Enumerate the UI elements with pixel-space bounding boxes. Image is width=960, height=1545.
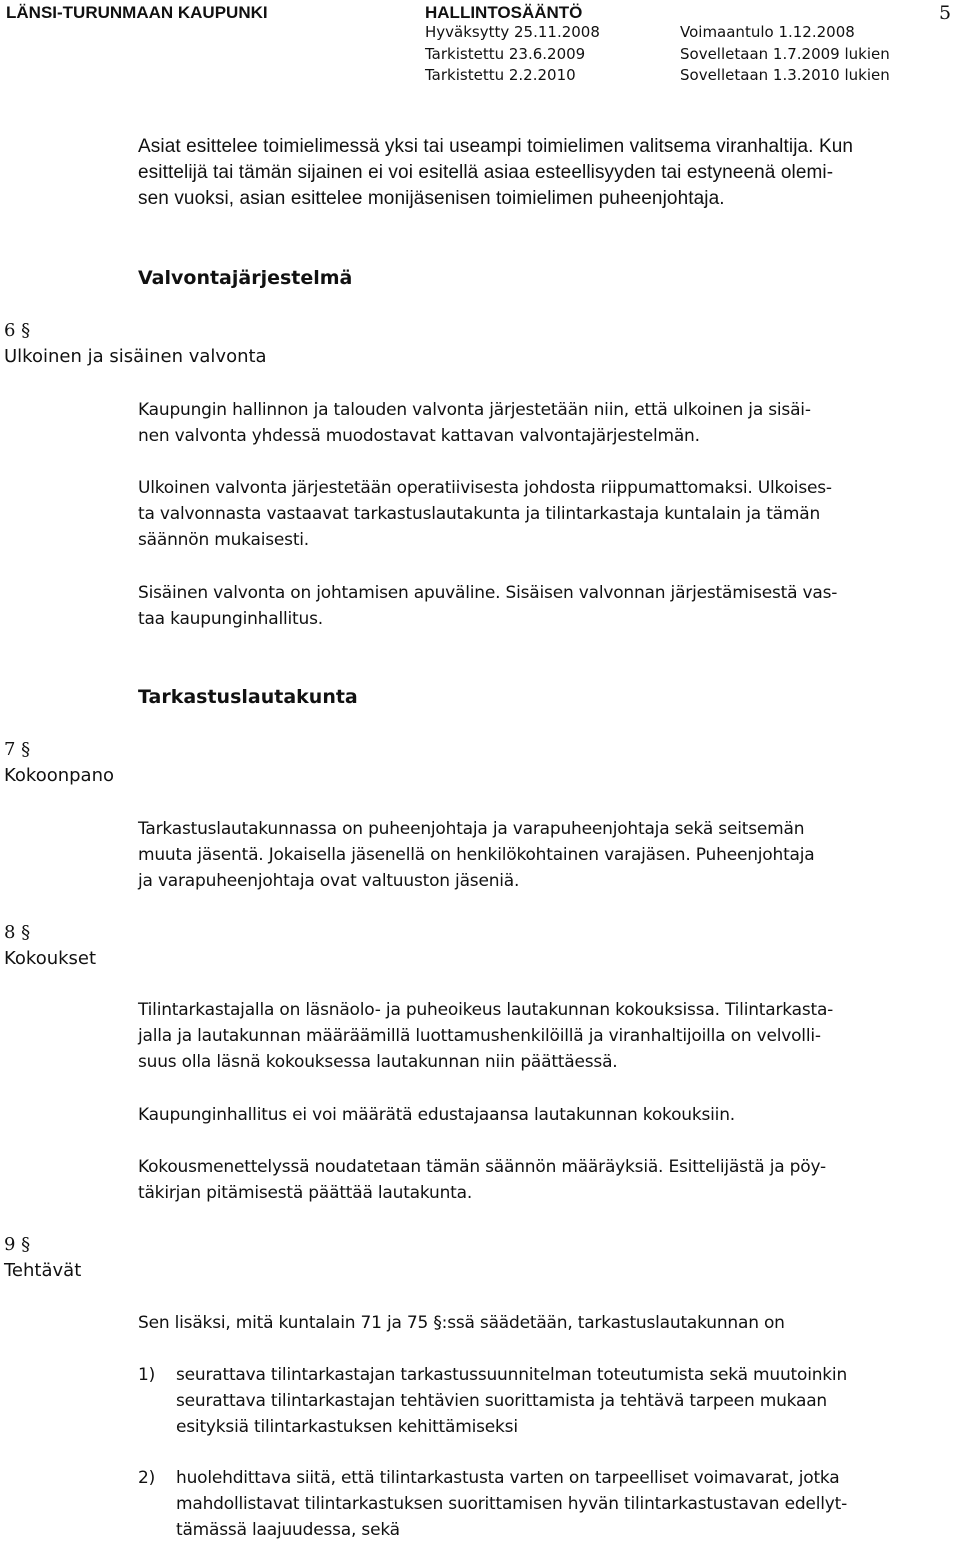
document-type: HALLINTOSÄÄNTÖ: [425, 3, 583, 22]
revised-date-2: Tarkistettu 2.2.2010: [425, 66, 576, 84]
section-9-heading: [4, 1232, 81, 1284]
section-number: 6 §: [4, 320, 31, 341]
intro-line: Asiat esittelee toimielimessä yksi tai useampi toimielimen valitsema viranhaltija. Kun: [138, 136, 854, 157]
list-item: [138, 1465, 958, 1545]
paragraph-line: ja varapuheenjohtaja ovat valtuuston jäseniä.: [138, 871, 520, 891]
page-number: 5: [939, 2, 952, 24]
section-8-paragraph-2: [138, 1102, 958, 1128]
chapter-heading-tarkastuslautakunta: Tarkastuslautakunta: [138, 686, 358, 708]
paragraph-line: muuta jäsentä. Jokaisella jäsenellä on henkilökohtainen varajäsen. Puheenjohtaja: [138, 845, 815, 865]
paragraph-line: Sisäinen valvonta on johtamisen apuväline. Sisäisen valvonnan järjestämisestä vas-: [138, 583, 838, 603]
paragraph-line: Kaupungin hallinnon ja talouden valvonta järjestetään niin, että ulkoinen ja sisäi-: [138, 400, 811, 420]
section-6-paragraph-3: [138, 580, 958, 632]
revised-date-1: Tarkistettu 23.6.2009: [425, 45, 586, 63]
section-number: 8 §: [4, 922, 31, 943]
intro-line: sen vuoksi, asian esittelee monijäsenisen toimielimen puheenjohtaja.: [138, 188, 725, 209]
section-number: 9 §: [4, 1234, 31, 1255]
section-7-paragraph: [138, 816, 958, 894]
chapter-heading-valvontajarjestelma: Valvontajärjestelmä: [138, 267, 353, 289]
intro-line: esittelijä tai tämän sijainen ei voi esitellä asiaa esteellisyyden tai estyneenä olemi-: [138, 162, 834, 183]
intro-paragraph: [138, 134, 958, 212]
approved-date: Hyväksytty 25.11.2008: [425, 23, 600, 41]
paragraph-line: täkirjan pitämisestä päättää lautakunta.: [138, 1183, 473, 1203]
paragraph-line: jalla ja lautakunnan määräämillä luottamushenkilöillä ja viranhaltijoilla on velvolli-: [138, 1026, 821, 1046]
list-item-number: 2): [138, 1468, 156, 1488]
municipality-name: LÄNSI-TURUNMAAN KAUPUNKI: [6, 3, 268, 22]
list-item-text: [176, 1362, 960, 1440]
in-force-date: Voimaantulo 1.12.2008: [680, 23, 855, 41]
paragraph-line: nen valvonta yhdessä muodostavat kattavan valvontajärjestelmän.: [138, 426, 700, 446]
paragraph-line: taa kaupunginhallitus.: [138, 609, 323, 629]
section-title: Tehtävät: [4, 1260, 82, 1281]
paragraph-line: tämässä laajuudessa, sekä: [176, 1520, 400, 1540]
paragraph-line: seurattava tilintarkastajan tehtävien suorittamista ja tehtävä tarpeen mukaan: [176, 1391, 828, 1411]
section-6-paragraph-2: [138, 475, 958, 553]
applied-date-1: Sovelletaan 1.7.2009 lukien: [680, 45, 890, 63]
section-number: 7 §: [4, 739, 31, 760]
paragraph-line: huolehdittava siitä, että tilintarkastusta varten on tarpeelliset voimavarat, jotka: [176, 1468, 840, 1488]
paragraph-line: Kokousmenettelyssä noudatetaan tämän säännön määräyksiä. Esittelijästä ja pöy-: [138, 1157, 826, 1177]
section-8-paragraph-1: [138, 997, 958, 1075]
list-item: [138, 1362, 958, 1442]
section-6-paragraph-1: [138, 397, 958, 449]
paragraph-line: ta valvonnasta vastaavat tarkastuslautakunta ja tilintarkastaja kuntalain ja tämän: [138, 504, 821, 524]
applied-date-2: Sovelletaan 1.3.2010 lukien: [680, 66, 890, 84]
paragraph-line: Kaupunginhallitus ei voi määrätä edustajaansa lautakunnan kokouksiin.: [138, 1105, 735, 1125]
section-title: Ulkoinen ja sisäinen valvonta: [4, 346, 267, 367]
list-item-number: 1): [138, 1365, 156, 1385]
paragraph-line: Tarkastuslautakunnassa on puheenjohtaja ja varapuheenjohtaja sekä seitsemän: [138, 819, 805, 839]
paragraph-line: säännön mukaisesti.: [138, 530, 310, 550]
paragraph-line: Ulkoinen valvonta järjestetään operatiivisesta johdosta riippumattomaksi. Ulkoises-: [138, 478, 832, 498]
section-8-heading: [4, 920, 96, 972]
list-item-text: [176, 1465, 960, 1543]
section-9-intro: Sen lisäksi, mitä kuntalain 71 ja 75 §:ssä säädetään, tarkastuslautakunnan on: [138, 1313, 785, 1333]
section-title: Kokoonpano: [4, 765, 115, 786]
paragraph-line: Tilintarkastajalla on läsnäolo- ja puheoikeus lautakunnan kokouksissa. Tilintarkasta-: [138, 1000, 834, 1020]
paragraph-line: esityksiä tilintarkastuksen kehittämiseksi: [176, 1417, 518, 1437]
section-8-paragraph-3: [138, 1154, 958, 1206]
section-6-heading: [4, 318, 267, 370]
paragraph-line: suus olla läsnä kokouksessa lautakunnan niin päättäessä.: [138, 1052, 618, 1072]
section-title: Kokoukset: [4, 948, 97, 969]
paragraph-line: seurattava tilintarkastajan tarkastussuunnitelman toteutumista sekä muutoinkin: [176, 1365, 848, 1385]
paragraph-line: mahdollistavat tilintarkastuksen suorittamisen hyvän tilintarkastustavan edellyt-: [176, 1494, 847, 1514]
section-7-heading: [4, 737, 114, 789]
